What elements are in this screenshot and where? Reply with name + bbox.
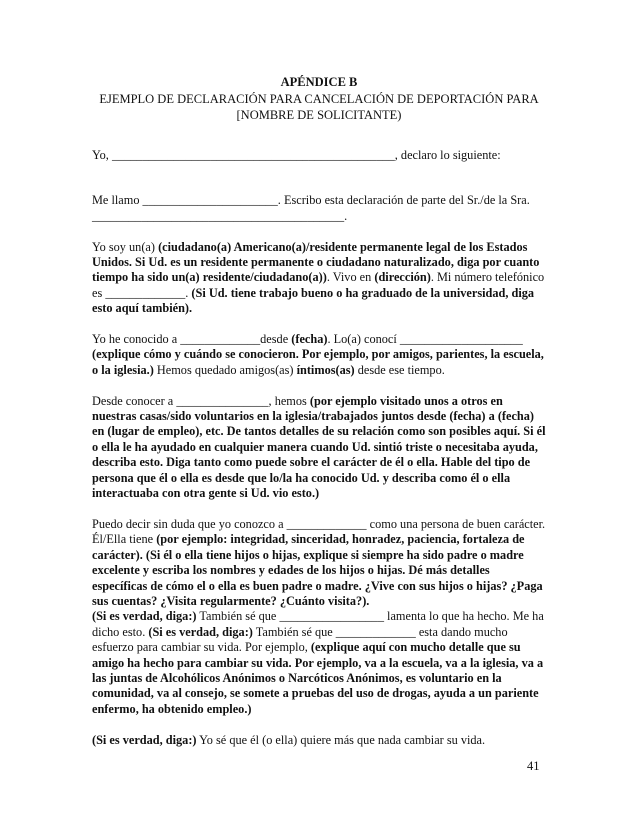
- document-header: [84, 74, 554, 124]
- paragraph-declarant-name: [92, 193, 546, 224]
- instruction-text: (Si es verdad, diga:): [92, 609, 197, 624]
- document-body: [92, 148, 546, 763]
- instruction-text: (explique aquí con mucho detalle que su amigo ha hecho para cambiar su vida. Por ejemplo, va a la escuela, va a la iglesia, va a las juntas de Alcohólicos Anónimos o Narcóticos Anónimos, es voluntario en la comunidad, va al consejo, se somete a pruebas del uso de drogas, ayuda a un pariente enfermo, ha obtenido empleo.): [92, 640, 544, 716]
- text-span: Yo, ______________________________________________, declaro lo siguiente:: [92, 148, 501, 162]
- text-span: . Mi número telefónico es _____________.: [92, 270, 545, 300]
- text-span: También sé que _________________ lamenta lo que ha hecho. Me ha dicho esto.: [92, 609, 544, 639]
- page-number: 41: [527, 759, 540, 773]
- paragraph-declaration-intro: [92, 148, 546, 163]
- document-subtitle-line2: [NOMBRE DE SOLICITANTE): [236, 108, 402, 122]
- instruction-text: (por ejemplo visitado unos a otros en nuestras casas/sido voluntarios en la iglesia/trabajados juntos desde (fecha) a (fecha) en (lugar de empleo), etc. De tantos detalles de su relación como son posibles aquí. Si él o ella le ha ayudado en cualquier manera cuando Ud. sintió triste o necesitaba ayuda, describa esto. Diga tanto como puede sobre el carácter de él o ella. Hable del tipo de persona que él o ella es desde que lo/la ha conocido Ud. y describa como él o ella interactuaba con otra gente si Ud. vio esto.): [92, 393, 546, 501]
- text-span: desde ese tiempo.: [354, 362, 445, 377]
- instruction-text: (explique cómo y cuándo se conocieron. Por ejemplo, por amigos, parientes, la escuela, o la iglesia.): [92, 347, 544, 377]
- instruction-text: íntimos(as): [296, 362, 355, 377]
- paragraph-closing: [92, 733, 546, 748]
- text-span: Yo sé que él (o ella) quiere más que nada cambiar su vida.: [196, 732, 486, 747]
- text-span: Hemos quedado amigos(as): [153, 362, 297, 377]
- text-span: Yo he conocido a _____________desde: [92, 332, 292, 347]
- text-span: Desde conocer a _______________, hemos: [92, 393, 310, 408]
- text-span: Me llamo ______________________. Escribo esta declaración de parte del Sr./de la Sra. _________________________________________.: [92, 193, 530, 223]
- instruction-text: (ciudadano(a) Americano(a)/residente permanente legal de los Estados Unidos. Si Ud. es un residente permanente o ciudadano naturalizado, diga por cuanto tiempo ha sido un(a) residente/ciudadano(a)): [92, 239, 540, 285]
- instruction-text: (dirección): [374, 270, 431, 285]
- appendix-title: APÉNDICE B: [280, 75, 358, 89]
- text-span: Puedo decir sin duda que yo conozco a _____________ como una persona de buen carácter. Él/Ella tiene: [92, 516, 546, 547]
- instruction-text: (fecha): [291, 332, 328, 347]
- instruction-text: (Si Ud. tiene trabajo bueno o ha graduado de la universidad, diga esto aquí también).: [92, 285, 535, 316]
- text-span: . Lo(a) conocí ____________________: [327, 332, 523, 347]
- text-span: También sé que _____________ esta dando mucho esfuerzo para cambiar su vida. Por ejemplo,: [92, 624, 508, 655]
- paragraph-declarant-status: [92, 240, 546, 317]
- paragraph-character: [92, 517, 546, 717]
- instruction-text: (Si es verdad, diga:): [148, 624, 253, 639]
- text-span: . Vivo en: [326, 270, 375, 285]
- paragraph-relationship: [92, 394, 546, 502]
- text-span: Yo soy un(a): [92, 239, 159, 254]
- paragraph-how-met: [92, 332, 546, 378]
- instruction-text: (por ejemplo: integridad, sinceridad, honradez, paciencia, fortaleza de carácter). (Si él o ella tiene hijos o hijas, explique si siempre ha sido padre o madre excelente y escriba los nombres y edades de los hijos o hijas. Dé más detalles específicas de cómo el o ella es buen padre o madre. ¿Vive con sus hijos o hijas? ¿Paga sus cuentas? ¿Visita regularmente? ¿Cuánto visita?).: [92, 532, 543, 608]
- document-subtitle-line1: EJEMPLO DE DECLARACIÓN PARA CANCELACIÓN DE DEPORTACIÓN PARA: [99, 91, 539, 106]
- instruction-text: (Si es verdad, diga:): [92, 732, 197, 747]
